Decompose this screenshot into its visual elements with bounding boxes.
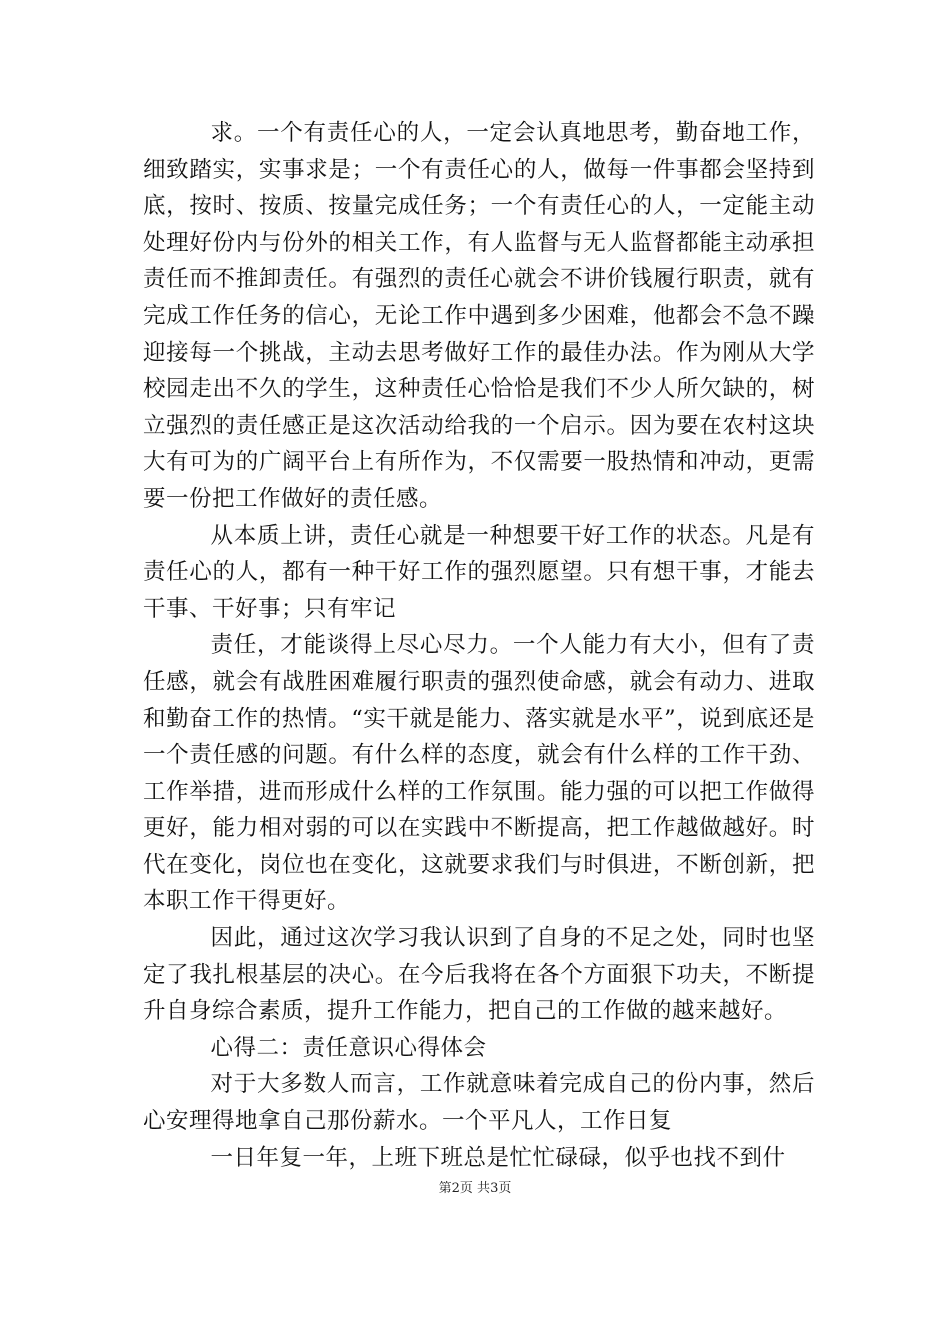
- paragraph-1: 求。一个有责任心的人，一定会认真地思考，勤奋地工作，细致踏实，实事求是；一个有责任心的人，做每一件事都会坚持到底，按时、按质、按量完成任务；一个有责任心的人，一定能主动处理好份内与份外的相关工作，有人监督与无人监督都能主动承担责任而不推卸责任。有强烈的责任心就会不讲价钱履行职责，就有完成工作任务的信心，无论工作中遇到多少困难，他都会不急不躁迎接每一个挑战，主动去思考做好工作的最佳办法。作为刚从大学校园走出不久的学生，这种责任心恰恰是我们不少人所欠缺的，树立强烈的责任感正是这次活动给我的一个启示。因为要在农村这块大有可为的广阔平台上有所作为，不仅需要一股热情和冲动，更需要一份把工作做好的责任感。: [143, 120, 815, 512]
- footer-prefix: 第: [438, 1181, 452, 1196]
- section-heading: 心得二：责任意识心得体会: [210, 1034, 487, 1061]
- document-body: [143, 115, 815, 1176]
- paragraph-6: 一日年复一年，上班下班总是忙忙碌碌，似乎也找不到什: [210, 1144, 786, 1171]
- paragraph-4: 因此，通过这次学习我认识到了自身的不足之处，同时也坚定了我扎根基层的决心。在今后我将在各个方面狠下功夫，不断提升自身综合素质，提升工作能力，把自己的工作做的越来越好。: [143, 925, 815, 1025]
- footer-page-total: 3: [490, 1181, 499, 1196]
- paragraph-3: 责任，才能谈得上尽心尽力。一个人能力有大小，但有了责任感，就会有战胜困难履行职责的强烈使命感，就会有动力、进取和勤奋工作的热情。“实干就是能力、落实就是水平”，说到底还是一个责任感的问题。有什么样的态度，就会有什么样的工作干劲、工作举措，进而形成什么样的工作氛围。能力强的可以把工作做得更好，能力相对弱的可以在实践中不断提高，把工作越做越好。时代在变化，岗位也在变化，这就要求我们与时俱进，不断创新，把本职工作干得更好。: [143, 632, 815, 915]
- page-footer: [0, 1177, 950, 1196]
- footer-page-number: 2: [451, 1181, 460, 1196]
- footer-middle: 页 共: [459, 1181, 491, 1196]
- footer-suffix: 页: [498, 1181, 512, 1196]
- paragraph-2: 从本质上讲，责任心就是一种想要干好工作的状态。凡是有责任心的人，都有一种干好工作的强烈愿望。只有想干事，才能去干事、干好事；只有牢记: [143, 522, 815, 622]
- paragraph-5: 对于大多数人而言，工作就意味着完成自己的份内事，然后心安理得地拿自己那份薪水。一个平凡人，工作日复: [143, 1071, 815, 1135]
